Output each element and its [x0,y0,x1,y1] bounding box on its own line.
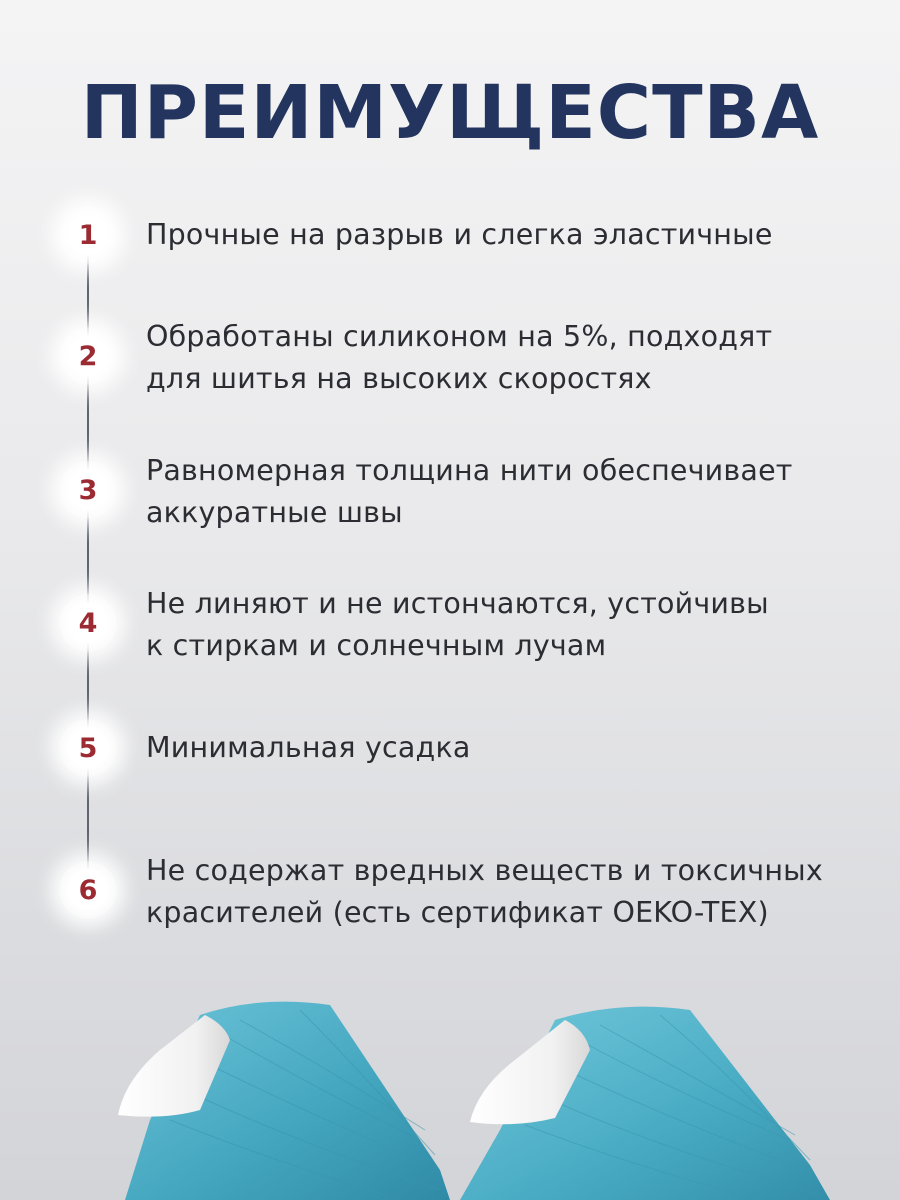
item-text-line: Равномерная толщина нити обеспечивает [146,454,793,487]
item-text-line: для шитья на высоких скоростях [146,362,652,395]
item-text-line: аккуратные швы [146,496,403,529]
item-text [146,583,866,667]
item-text-line: Не содержат вредных веществ и токсичных [146,854,823,887]
item-number-badge: 3 [58,460,118,520]
item-text-line: Обработаны силиконом на 5%, подходят [146,320,773,353]
item-number-badge: 5 [58,718,118,778]
item-text-line: Не линяют и не истончаются, устойчивы [146,587,769,620]
item-number-badge: 1 [58,205,118,265]
item-text [146,850,866,934]
item-text [146,450,866,534]
item-text [146,727,866,769]
item-text [146,214,866,256]
item-text [146,316,866,400]
item-number-badge: 4 [58,593,118,653]
thread-spools-image [0,990,900,1200]
item-number-badge: 6 [58,860,118,920]
item-number-badge: 2 [58,326,118,386]
thread-spools-icon [0,990,900,1200]
item-text-line: красителей (есть сертификат OEKO-TEX) [146,896,769,929]
item-text-line: Минимальная усадка [146,731,471,764]
item-text-line: к стиркам и солнечным лучам [146,629,607,662]
item-text-line: Прочные на разрыв и слегка эластичные [146,218,773,251]
page-title: ПРЕИМУЩЕСТВА [80,70,820,156]
